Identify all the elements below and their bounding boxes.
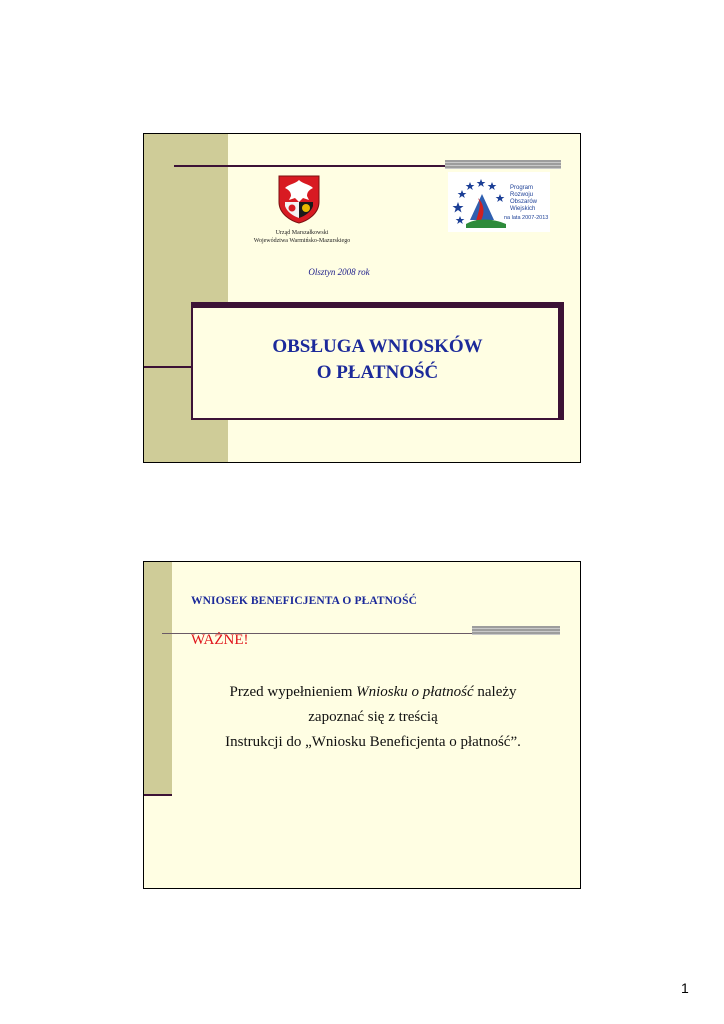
body-line-3: Instrukcji do „Wniosku Beneficjenta o płatność”.: [225, 734, 521, 750]
prow-text-3: Obszarów: [510, 199, 538, 205]
slide-title-line-2: O PŁATNOŚĆ: [316, 362, 439, 383]
office-line-1: Urząd Marszałkowski: [275, 230, 329, 236]
city-year: Olsztyn 2008 rok: [308, 267, 370, 277]
side-strip: [144, 562, 172, 796]
slide-2: [143, 561, 581, 889]
prow-emblem-icon: [448, 172, 550, 232]
prow-logo: [448, 172, 550, 232]
body-line-1: [194, 680, 552, 705]
important-label: WAŻNE!: [191, 632, 249, 648]
slide-1: [143, 133, 581, 463]
prow-text-1: Program: [510, 185, 534, 191]
prow-text-4: Wiejskich: [510, 206, 536, 212]
prow-text-5: na lata 2007-2013: [504, 215, 549, 221]
office-name: [222, 229, 382, 245]
slide-heading: WNIOSEK BENEFICJENTA O PŁATNOŚĆ: [191, 595, 418, 607]
body-line-1-post: należy: [473, 684, 517, 700]
body-line-2: zapoznać się z treścią: [308, 709, 438, 725]
voivodeship-crest-icon: [277, 174, 321, 224]
slide-title: [191, 334, 564, 386]
header-grey-bar: [445, 160, 561, 169]
prow-text-2: Rozwoju: [510, 192, 534, 198]
side-strip-rule: [144, 794, 172, 796]
title-left-rule: [144, 366, 192, 368]
slide-title-line-1: OBSŁUGA WNIOSKÓW: [272, 336, 483, 357]
office-line-2: Województwa Warmińsko-Mazurskiego: [253, 238, 351, 244]
body-line-1-italic: Wniosku o płatność: [356, 684, 474, 700]
body-line-1-pre: Przed wypełnieniem: [229, 684, 357, 700]
heading-grey-bar: [472, 626, 560, 635]
page-number: 1: [681, 980, 689, 996]
title-box-top-border: [191, 302, 564, 308]
body-text: [194, 680, 552, 755]
